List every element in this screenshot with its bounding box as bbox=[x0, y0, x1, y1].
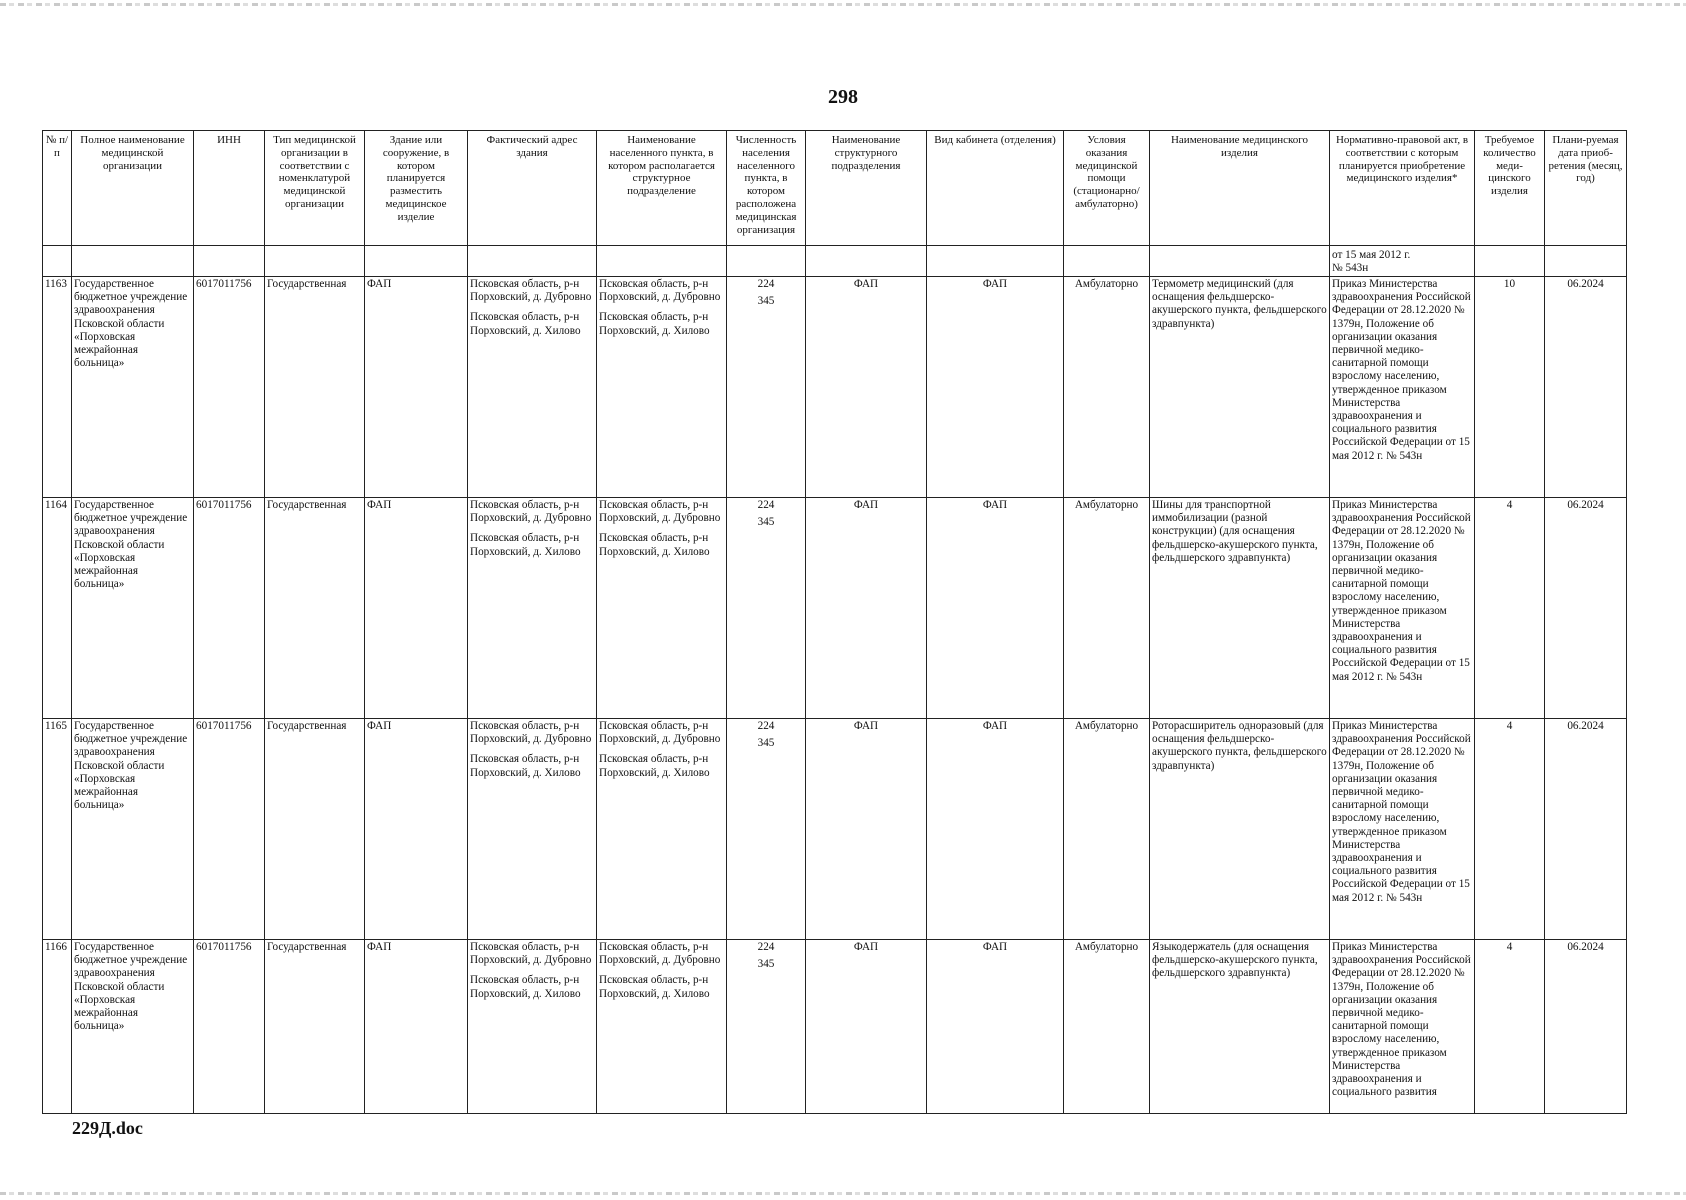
row-population: 224 345 bbox=[727, 498, 806, 719]
row-act: Приказ Министерства здравоохранения Российской Федерации от 28.12.2020 № 1379н, Положение об организации оказания первичной медико-санитарной помощи взрослому населению, утвержденное приказом Министерства здравоохранения и социального развития Российской Федерации от 15 мая 2012 г. № 543н bbox=[1330, 719, 1475, 940]
row-population: 224 345 bbox=[727, 719, 806, 940]
header-building: Здание или сооружение, в котором планируется разместить медицинское изделие bbox=[365, 131, 468, 246]
scan-edge-bottom bbox=[0, 1192, 1686, 1195]
row-num: 1165 bbox=[43, 719, 72, 940]
row-building: ФАП bbox=[365, 719, 468, 940]
row-act: Приказ Министерства здравоохранения Российской Федерации от 28.12.2020 № 1379н, Положение об организации оказания первичной медико-санитарной помощи взрослому населению, утвержденное приказом Министерства здравоохранения и социального развития Российской Федерации от 15 мая 2012 г. № 543н bbox=[1330, 498, 1475, 719]
row-unit: ФАП bbox=[806, 940, 927, 1114]
row-qty: 4 bbox=[1475, 940, 1545, 1114]
row-locality: Псковская область, р-н Порховский, д. Дубровно Псковская область, р-н Порховский, д. Хилово bbox=[597, 719, 727, 940]
row-date: 06.2024 bbox=[1545, 277, 1627, 498]
row-date: 06.2024 bbox=[1545, 719, 1627, 940]
row-inn: 6017011756 bbox=[194, 498, 265, 719]
header-type: Тип медицинской организации в соответствии с номенклатурой медицинской организации bbox=[265, 131, 365, 246]
row-date: 06.2024 bbox=[1545, 940, 1627, 1114]
page-number: 298 bbox=[828, 86, 858, 108]
row-type: Государственная bbox=[265, 498, 365, 719]
scan-edge-top bbox=[0, 3, 1686, 6]
equipment-table bbox=[42, 130, 1627, 1114]
row-conditions: Амбулаторно bbox=[1064, 498, 1150, 719]
header-address: Фактический адрес здания bbox=[468, 131, 597, 246]
row-act: Приказ Министерства здравоохранения Российской Федерации от 28.12.2020 № 1379н, Положение об организации оказания первичной медико-санитарной помощи взрослому населению, утвержденное приказом Министерства здравоохранения и социального развития Российской Федерации от 15 мая 2012 г. № 543н bbox=[1330, 277, 1475, 498]
table-row bbox=[43, 498, 1627, 719]
row-locality: Псковская область, р-н Порховский, д. Дубровно Псковская область, р-н Порховский, д. Хилово bbox=[597, 498, 727, 719]
row-device: Шины для транспортной иммобилизации (разной конструкции) (для оснащения фельдшерско-акушерского пункта, фельдшерского здравпункта) bbox=[1150, 498, 1330, 719]
row-room: ФАП bbox=[927, 940, 1064, 1114]
header-row bbox=[43, 131, 1627, 246]
header-unit: Наименование структурного подразделения bbox=[806, 131, 927, 246]
row-address: Псковская область, р-н Порховский, д. Дубровно Псковская область, р-н Порховский, д. Хилово bbox=[468, 277, 597, 498]
row-room: ФАП bbox=[927, 498, 1064, 719]
row-inn: 6017011756 bbox=[194, 940, 265, 1114]
header-locality: Наименование населенного пункта, в котором располагается структурное подразделение bbox=[597, 131, 727, 246]
row-inn: 6017011756 bbox=[194, 719, 265, 940]
row-act: Приказ Министерства здравоохранения Российской Федерации от 28.12.2020 № 1379н, Положение об организации оказания первичной медико-санитарной помощи взрослому населению, утвержденное приказом Министерства здравоохранения и социального развития bbox=[1330, 940, 1475, 1114]
row-qty: 10 bbox=[1475, 277, 1545, 498]
row-qty: 4 bbox=[1475, 719, 1545, 940]
header-population: Численность населения населенного пункта, в котором расположена медицинская организация bbox=[727, 131, 806, 246]
row-locality: Псковская область, р-н Порховский, д. Дубровно Псковская область, р-н Порховский, д. Хилово bbox=[597, 277, 727, 498]
header-org: Полное наименование медицинской организации bbox=[72, 131, 194, 246]
row-num: 1163 bbox=[43, 277, 72, 498]
table-row bbox=[43, 719, 1627, 940]
row-building: ФАП bbox=[365, 498, 468, 719]
row-population: 224 345 bbox=[727, 940, 806, 1114]
row-building: ФАП bbox=[365, 940, 468, 1114]
header-act: Нормативно-правовой акт, в соответствии с которым планируется приобретение медицинского изделия* bbox=[1330, 131, 1475, 246]
row-unit: ФАП bbox=[806, 277, 927, 498]
row-org: Государственное бюджетное учреждение здравоохранения Псковской области «Порховская межрайонная больница» bbox=[72, 940, 194, 1114]
row-unit: ФАП bbox=[806, 498, 927, 719]
continuation-row bbox=[43, 246, 1627, 277]
row-room: ФАП bbox=[927, 277, 1064, 498]
row-qty: 4 bbox=[1475, 498, 1545, 719]
header-room: Вид кабинета (отделения) bbox=[927, 131, 1064, 246]
row-conditions: Амбулаторно bbox=[1064, 719, 1150, 940]
row-unit: ФАП bbox=[806, 719, 927, 940]
row-conditions: Амбулаторно bbox=[1064, 940, 1150, 1114]
table-row bbox=[43, 940, 1627, 1114]
row-type: Государственная bbox=[265, 940, 365, 1114]
header-device: Наименование медицинского изделия bbox=[1150, 131, 1330, 246]
row-num: 1166 bbox=[43, 940, 72, 1114]
row-address: Псковская область, р-н Порховский, д. Дубровно Псковская область, р-н Порховский, д. Хилово bbox=[468, 940, 597, 1114]
row-num: 1164 bbox=[43, 498, 72, 719]
row-address: Псковская область, р-н Порховский, д. Дубровно Псковская область, р-н Порховский, д. Хилово bbox=[468, 719, 597, 940]
row-conditions: Амбулаторно bbox=[1064, 277, 1150, 498]
row-inn: 6017011756 bbox=[194, 277, 265, 498]
table-row bbox=[43, 277, 1627, 498]
row-org: Государственное бюджетное учреждение здравоохранения Псковской области «Порховская межрайонная больница» bbox=[72, 498, 194, 719]
row-room: ФАП bbox=[927, 719, 1064, 940]
header-qty: Требуемое количество меди-цинского изделия bbox=[1475, 131, 1545, 246]
row-date: 06.2024 bbox=[1545, 498, 1627, 719]
header-date: Плани-руемая дата приоб-ретения (месяц, год) bbox=[1545, 131, 1627, 246]
row-device: Термометр медицинский (для оснащения фельдшерско-акушерского пункта, фельдшерского здравпункта) bbox=[1150, 277, 1330, 498]
row-device: Языкодержатель (для оснащения фельдшерско-акушерского пункта, фельдшерского здравпункта) bbox=[1150, 940, 1330, 1114]
row-population: 224 345 bbox=[727, 277, 806, 498]
header-inn: ИНН bbox=[194, 131, 265, 246]
footer-filename: 229Д.doc bbox=[72, 1118, 143, 1138]
row-building: ФАП bbox=[365, 277, 468, 498]
row-type: Государственная bbox=[265, 719, 365, 940]
header-conditions: Условия оказания медицинской помощи (стационарно/ амбулаторно) bbox=[1064, 131, 1150, 246]
row-locality: Псковская область, р-н Порховский, д. Дубровно Псковская область, р-н Порховский, д. Хилово bbox=[597, 940, 727, 1114]
header-num: № п/п bbox=[43, 131, 72, 246]
row-device: Роторасширитель одноразовый (для оснащения фельдшерско-акушерского пункта, фельдшерского здравпункта) bbox=[1150, 719, 1330, 940]
act-continuation: от 15 мая 2012 г. № 543н bbox=[1330, 246, 1475, 277]
row-org: Государственное бюджетное учреждение здравоохранения Псковской области «Порховская межрайонная больница» bbox=[72, 277, 194, 498]
row-address: Псковская область, р-н Порховский, д. Дубровно Псковская область, р-н Порховский, д. Хилово bbox=[468, 498, 597, 719]
row-type: Государственная bbox=[265, 277, 365, 498]
row-org: Государственное бюджетное учреждение здравоохранения Псковской области «Порховская межрайонная больница» bbox=[72, 719, 194, 940]
